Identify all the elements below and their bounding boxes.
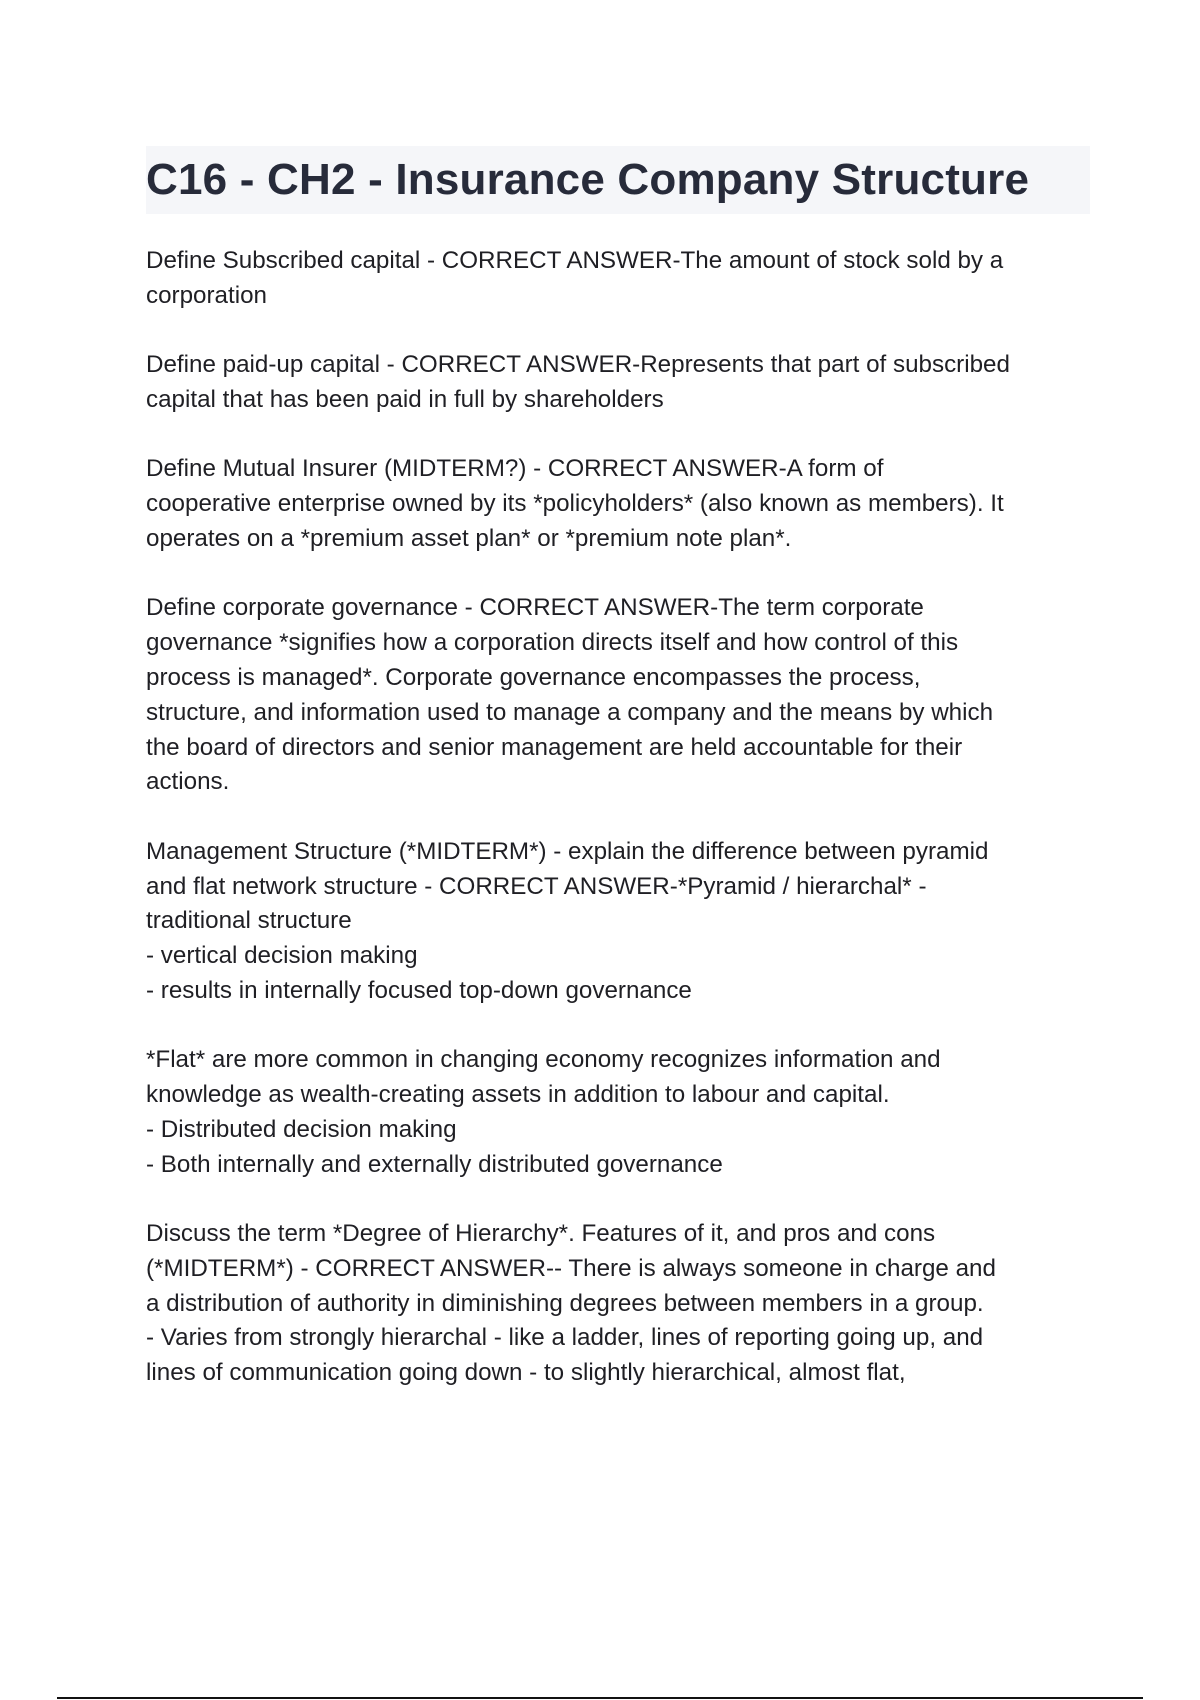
text-line: - Distributed decision making bbox=[146, 1115, 457, 1143]
text-line: - vertical decision making bbox=[146, 942, 418, 970]
text-line: and flat network structure - CORRECT ANSWER-*Pyramid / hierarchal* - bbox=[146, 872, 927, 900]
paragraph-mutual-insurer bbox=[146, 452, 1090, 556]
text-line: lines of communication going down - to slightly hierarchical, almost flat, bbox=[146, 1359, 906, 1387]
paragraph-subscribed-capital bbox=[146, 244, 1090, 314]
text-line: traditional structure bbox=[146, 907, 352, 935]
text-line: corporation bbox=[146, 281, 268, 309]
text-line: a distribution of authority in diminishing degrees between members in a group. bbox=[146, 1289, 984, 1317]
page-bottom-divider bbox=[57, 1697, 1143, 1699]
page-title: C16 - CH2 - Insurance Company Structure bbox=[146, 155, 1030, 204]
paragraph-paid-up-capital bbox=[146, 348, 1090, 418]
text-line: Management Structure (*MIDTERM*) - explain the difference between pyramid bbox=[146, 837, 989, 865]
document-body bbox=[146, 244, 1090, 1426]
text-line: - Varies from strongly hierarchal - like a ladder, lines of reporting going up, and bbox=[146, 1324, 984, 1352]
text-line: the board of directors and senior management are held accountable for their bbox=[146, 733, 963, 761]
title-banner bbox=[146, 146, 1090, 214]
text-line: - Both internally and externally distributed governance bbox=[146, 1150, 723, 1178]
text-line: structure, and information used to manage a company and the means by which bbox=[146, 698, 994, 726]
text-line: Define paid-up capital - CORRECT ANSWER-Represents that part of subscribed bbox=[146, 351, 1010, 379]
paragraph-management-structure bbox=[146, 835, 1090, 1009]
text-line: capital that has been paid in full by shareholders bbox=[146, 385, 664, 413]
text-line: process is managed*. Corporate governance encompasses the process, bbox=[146, 663, 921, 691]
text-line: knowledge as wealth-creating assets in addition to labour and capital. bbox=[146, 1081, 890, 1109]
text-line: - results in internally focused top-down governance bbox=[146, 976, 692, 1004]
text-line: governance *signifies how a corporation directs itself and how control of this bbox=[146, 629, 959, 657]
text-line: Define Mutual Insurer (MIDTERM?) - CORRECT ANSWER-A form of bbox=[146, 455, 884, 483]
text-line: *Flat* are more common in changing economy recognizes information and bbox=[146, 1046, 941, 1074]
text-line: Define corporate governance - CORRECT ANSWER-The term corporate bbox=[146, 594, 924, 622]
text-line: actions. bbox=[146, 768, 230, 796]
paragraph-flat-structure bbox=[146, 1043, 1090, 1182]
text-line: cooperative enterprise owned by its *policyholders* (also known as members). It bbox=[146, 490, 1004, 518]
text-line: operates on a *premium asset plan* or *premium note plan*. bbox=[146, 524, 792, 552]
paragraph-degree-of-hierarchy bbox=[146, 1217, 1090, 1391]
paragraph-corporate-governance bbox=[146, 591, 1090, 800]
text-line: Discuss the term *Degree of Hierarchy*. Features of it, and pros and cons bbox=[146, 1220, 936, 1248]
text-line: Define Subscribed capital - CORRECT ANSWER-The amount of stock sold by a bbox=[146, 247, 1004, 274]
text-line: (*MIDTERM*) - CORRECT ANSWER-- There is always someone in charge and bbox=[146, 1254, 996, 1282]
